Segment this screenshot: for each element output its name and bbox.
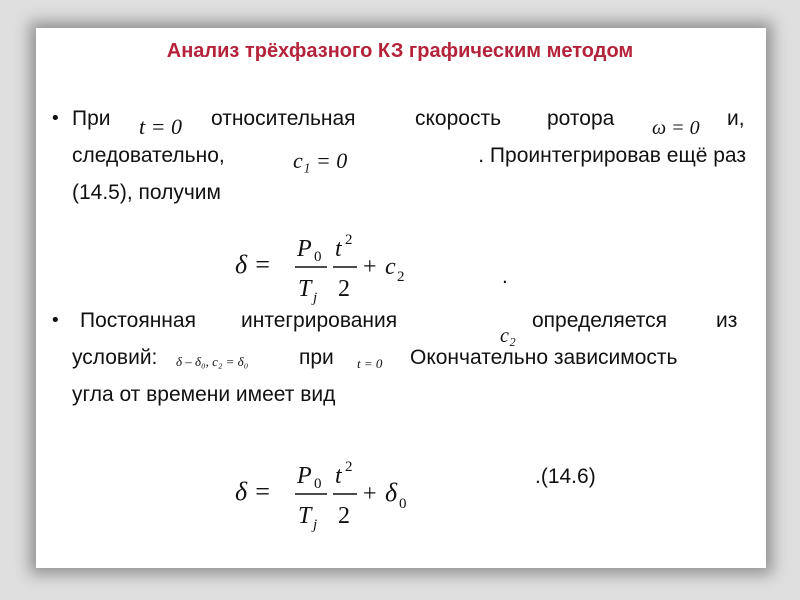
bullet2-text-okonchatelno: Окончательно зависимость (410, 346, 678, 369)
formula1-dot: . (502, 265, 508, 288)
formula1-lhs: δ = (235, 250, 272, 279)
formula1-frac2-num: t (335, 236, 342, 262)
bullet2-word-integrirovaniya: интегрирования (241, 309, 398, 332)
formula2-frac2-sup: 2 (345, 459, 353, 475)
bullet2-math-condition: δ – δ₀, c₂ = δ₀ (176, 354, 249, 369)
formula1-tail-sub: 2 (397, 269, 405, 285)
bullet2-word-iz: из (716, 309, 738, 332)
bullet1-math-omega0: ω = 0 (652, 117, 700, 139)
formula-delta-2 (225, 445, 455, 535)
bullet1-word-pri: При (72, 107, 111, 130)
formula2-num-sub: 0 (314, 476, 322, 492)
formula1-frac2-den: 2 (338, 276, 350, 302)
bullet2-math-c2: c₂ (500, 325, 516, 347)
formula2-lhs: δ = (235, 477, 272, 506)
bullet1-math-c10: c₁ = 0 (293, 148, 348, 173)
bullet-marker-1: • (50, 108, 61, 129)
formula2-tail-sub: 0 (399, 496, 407, 512)
formula1-plus: + (363, 254, 377, 280)
slide-title: Анализ трёхфазного КЗ графическим методом (166, 40, 634, 62)
formula2-tail: δ (385, 478, 398, 507)
formula-delta-1 (225, 218, 455, 308)
bullet1-text-line3: (14.5), получим (72, 181, 221, 204)
bullet2-word-opredelyaetsya: определяется (532, 309, 668, 332)
bullet2-math-t0: t = 0 (357, 356, 383, 371)
bullet-marker-2: • (50, 310, 61, 331)
bullet1-math-t0: t = 0 (139, 114, 182, 139)
formula2-den: T (298, 503, 312, 529)
bullet1-word-skorost: скорость (415, 107, 502, 130)
bullet2-word-usloviy: условий: (72, 346, 158, 369)
formula2-den-sub: j (313, 517, 318, 533)
formula1-tail: c (385, 254, 396, 280)
bullet2-text-line3: угла от времени имеет вид (72, 383, 336, 406)
bullet1-word-rotora: ротора (547, 107, 615, 130)
bullet1-word-i: и, (727, 107, 745, 130)
formula2-plus: + (363, 481, 377, 507)
formula2-num: P (297, 463, 312, 489)
formula1-frac2-sup: 2 (345, 232, 353, 248)
formula1-den-sub: j (313, 290, 318, 306)
bullet2-word-postoyannaya: Постоянная (80, 309, 196, 332)
formula1-num-sub: 0 (314, 249, 322, 265)
bullet1-word-sledovatelno: следовательно, (72, 144, 225, 167)
bullet1-text-prointegrirovav: . Проинтегрировав ещё раз (478, 144, 746, 167)
formula1-num: P (297, 236, 312, 262)
bullet1-word-otnositelnaya: относительная (211, 107, 356, 130)
formula2-frac2-num: t (335, 463, 342, 489)
formula1-den: T (298, 276, 312, 302)
bullet2-word-pri: при (299, 346, 334, 369)
formula2-frac2-den: 2 (338, 503, 350, 529)
formula2-equation-number: .(14.6) (535, 465, 596, 488)
